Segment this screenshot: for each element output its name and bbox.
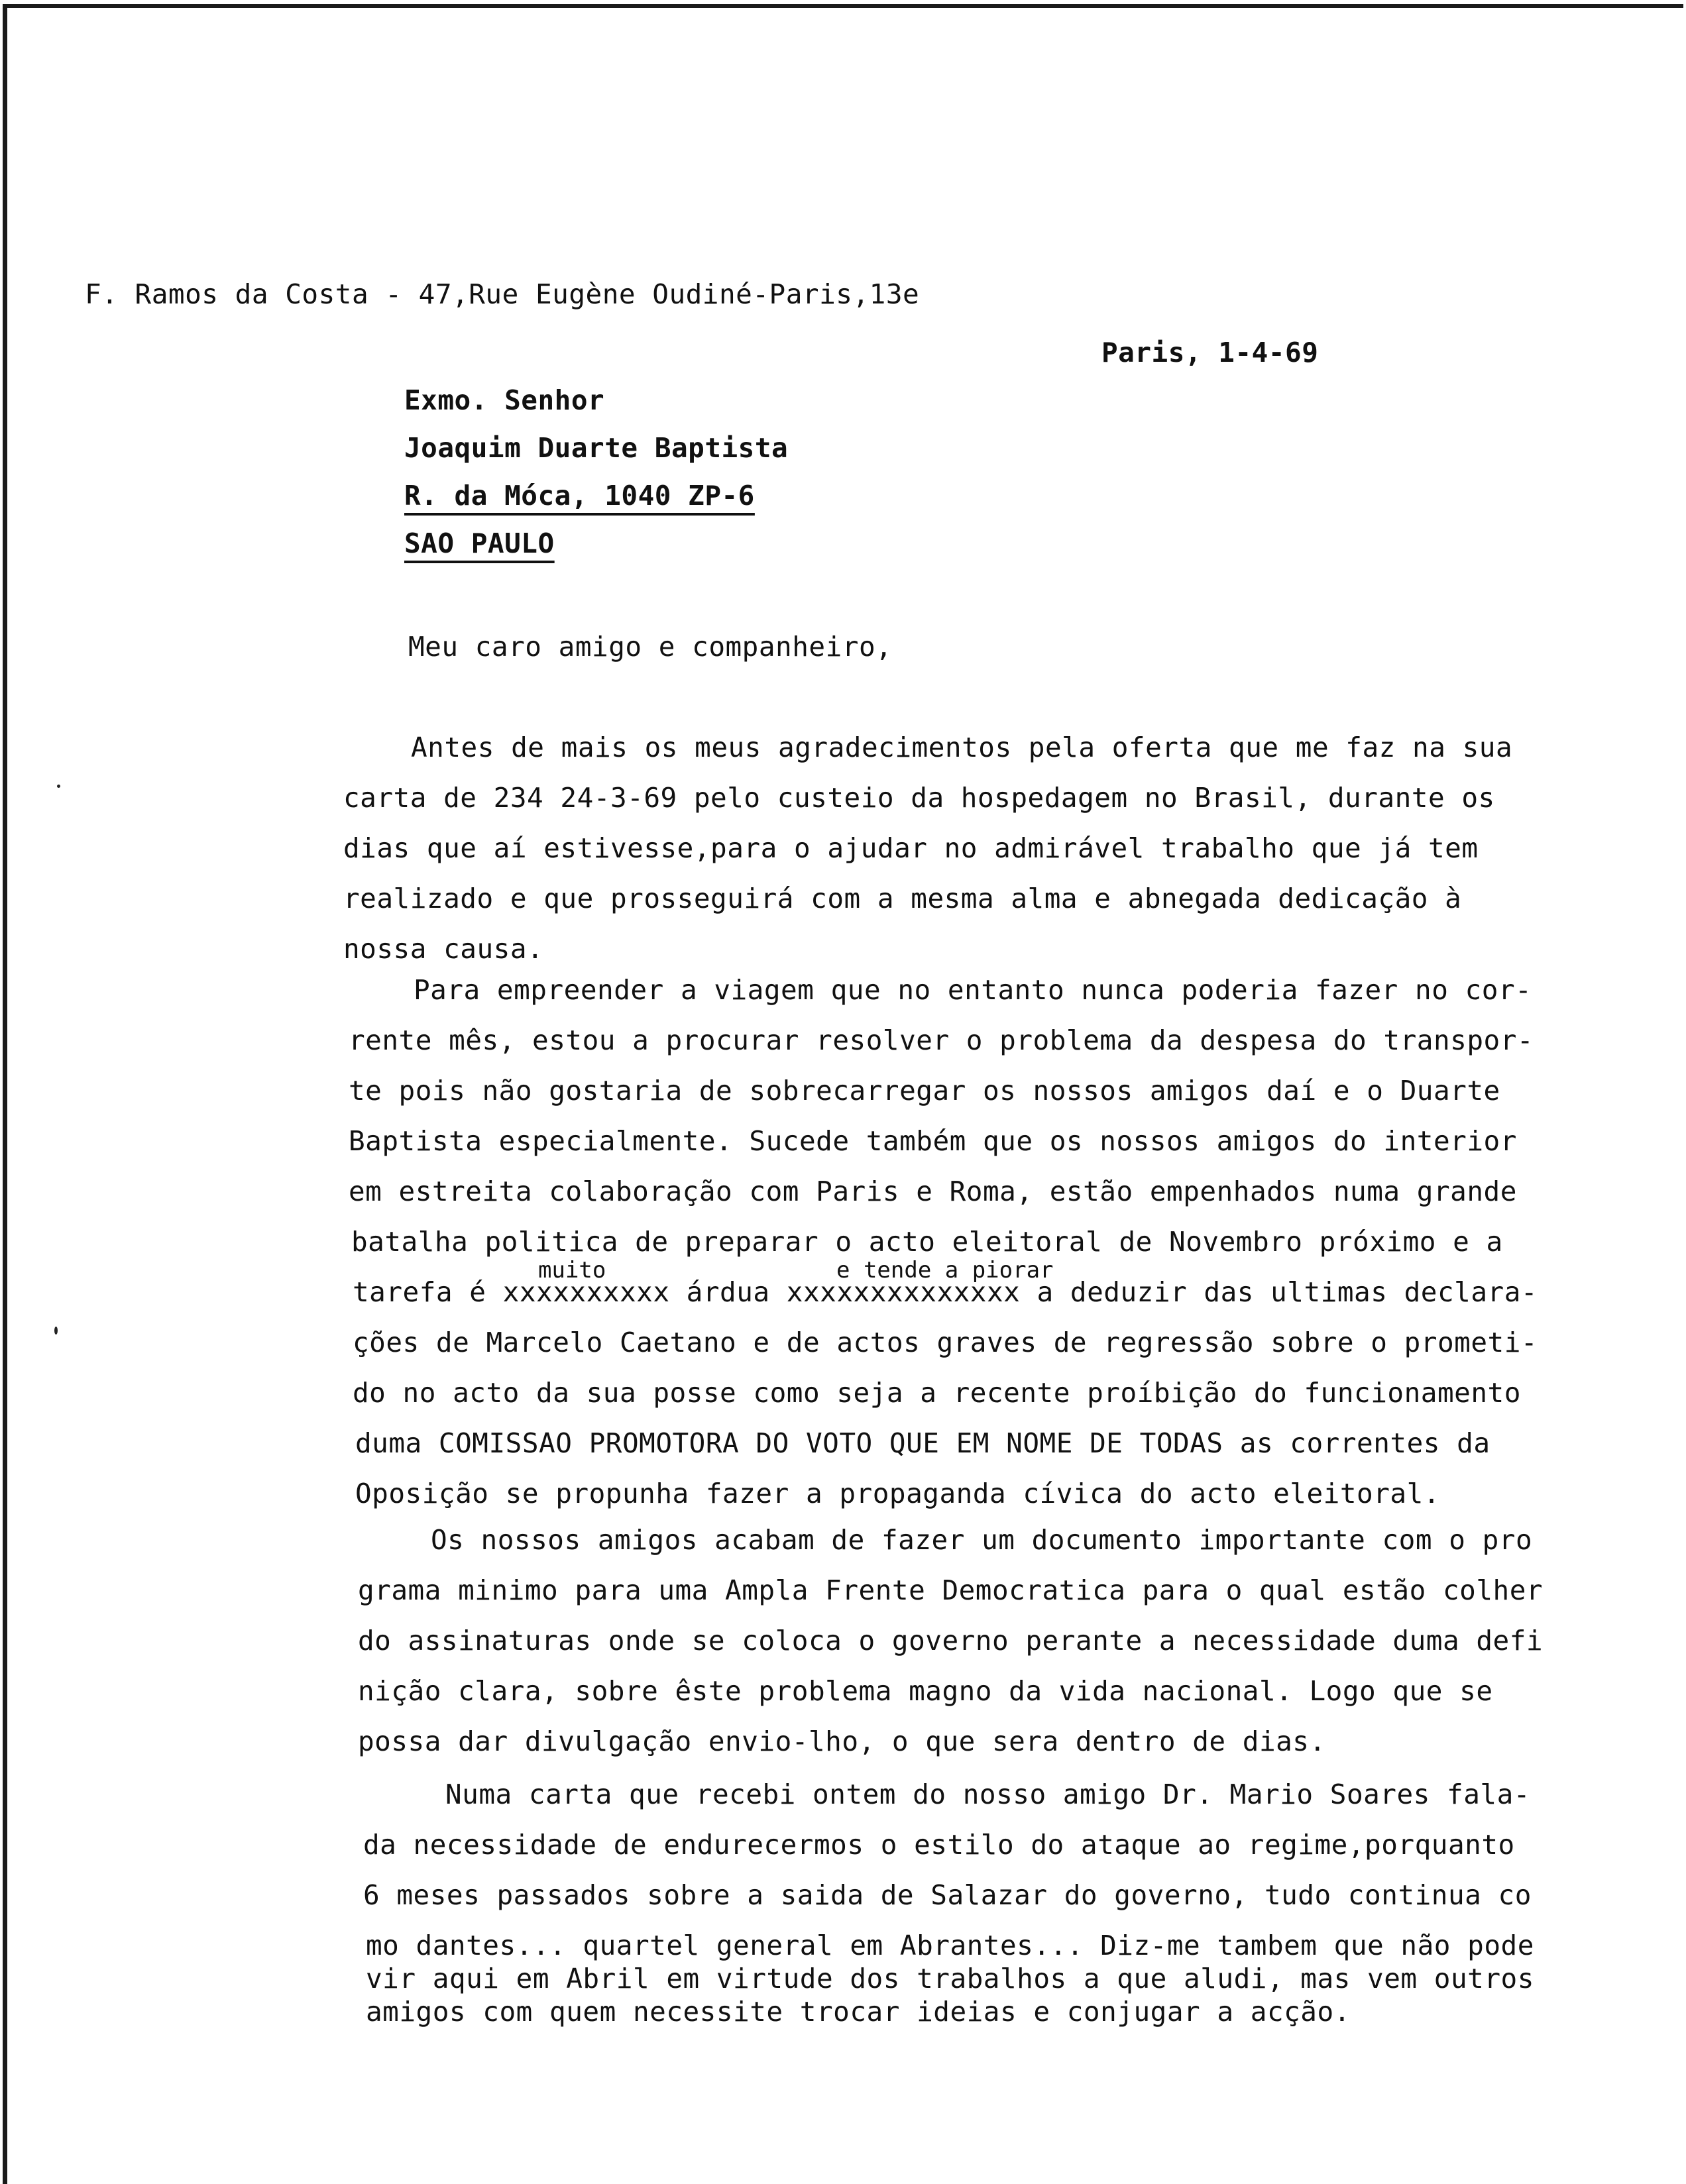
body-line: nossa causa. bbox=[343, 933, 544, 965]
sender-address-line: F. Ramos da Costa - 47,Rue Eugène Oudiné-Paris,13e bbox=[85, 278, 920, 310]
page-left-edge bbox=[3, 4, 7, 2184]
body-line: carta de 234 24-3-69 pelo custeio da hospedagem no Brasil, durante os bbox=[343, 782, 1495, 814]
interlinear-insertion: e tende a piorar bbox=[836, 1257, 1054, 1283]
recipient-name: Joaquim Duarte Baptista bbox=[404, 432, 789, 464]
body-line: mo dantes... quartel general em Abrantes... Diz-me tambem que não pode bbox=[366, 1930, 1534, 1961]
letter-date: Paris, 1-4-69 bbox=[1101, 337, 1319, 368]
body-line: Numa carta que recebi ontem do nosso amigo Dr. Mario Soares fala- bbox=[445, 1778, 1530, 1810]
body-line: dias que aí estivesse,para o ajudar no admirável trabalho que já tem bbox=[343, 832, 1479, 864]
margin-speck bbox=[54, 1327, 58, 1335]
body-line: da necessidade de endurecermos o estilo do ataque ao regime,porquanto bbox=[363, 1829, 1515, 1861]
body-line: possa dar divulgação envio-lho, o que sera dentro de dias. bbox=[358, 1725, 1326, 1757]
body-line: nição clara, sobre êste problema magno da vida nacional. Logo que se bbox=[358, 1675, 1493, 1707]
body-line: batalha politica de preparar o acto eleitoral de Novembro próximo e a bbox=[351, 1226, 1503, 1258]
body-line: em estreita colaboração com Paris e Roma, estão empenhados numa grande bbox=[349, 1175, 1517, 1207]
body-line: ções de Marcelo Caetano e de actos graves de regressão sobre o prometi- bbox=[353, 1327, 1538, 1358]
interlinear-insertion: muito bbox=[538, 1257, 606, 1283]
body-line: tarefa é xxxxxxxxxx árdua xxxxxxxxxxxxxx a deduzir das ultimas declara- bbox=[353, 1276, 1538, 1308]
salutation: Meu caro amigo e companheiro, bbox=[408, 631, 893, 663]
body-line: amigos com quem necessite trocar ideias e conjugar a acção. bbox=[366, 1996, 1351, 2028]
page-top-edge bbox=[3, 4, 1683, 8]
recipient-city: SAO PAULO bbox=[404, 527, 555, 559]
body-line: rente mês, estou a procurar resolver o problema da despesa do transpor- bbox=[349, 1024, 1534, 1056]
recipient-title: Exmo. Senhor bbox=[404, 384, 605, 416]
body-line: Antes de mais os meus agradecimentos pela oferta que me faz na sua bbox=[411, 732, 1513, 763]
body-line: do no acto da sua posse como seja a recente proíbição do funcionamento bbox=[353, 1377, 1521, 1409]
body-line: vir aqui em Abril em virtude dos trabalhos a que aludi, mas vem outros bbox=[366, 1963, 1534, 1994]
body-line: Para empreender a viagem que no entanto nunca poderia fazer no cor- bbox=[414, 974, 1532, 1006]
body-line: realizado e que prosseguirá com a mesma alma e abnegada dedicação à bbox=[343, 883, 1462, 914]
body-line: duma COMISSAO PROMOTORA DO VOTO QUE EM NOME DE TODAS as correntes da bbox=[355, 1427, 1490, 1459]
body-line: Oposição se propunha fazer a propaganda cívica do acto eleitoral. bbox=[355, 1478, 1440, 1509]
body-line: Baptista especialmente. Sucede também que os nossos amigos do interior bbox=[349, 1125, 1517, 1157]
body-line: do assinaturas onde se coloca o governo perante a necessidade duma defi bbox=[358, 1625, 1544, 1657]
body-line: grama minimo para uma Ampla Frente Democratica para o qual estão colher bbox=[358, 1574, 1544, 1606]
body-line: Os nossos amigos acabam de fazer um documento importante com o pro bbox=[431, 1524, 1533, 1556]
body-line: te pois não gostaria de sobrecarregar os nossos amigos daí e o Duarte bbox=[349, 1075, 1500, 1107]
recipient-street: R. da Móca, 1040 ZP-6 bbox=[404, 480, 755, 512]
margin-speck bbox=[57, 785, 60, 788]
body-line: 6 meses passados sobre a saida de Salazar do governo, tudo continua co bbox=[363, 1879, 1532, 1911]
